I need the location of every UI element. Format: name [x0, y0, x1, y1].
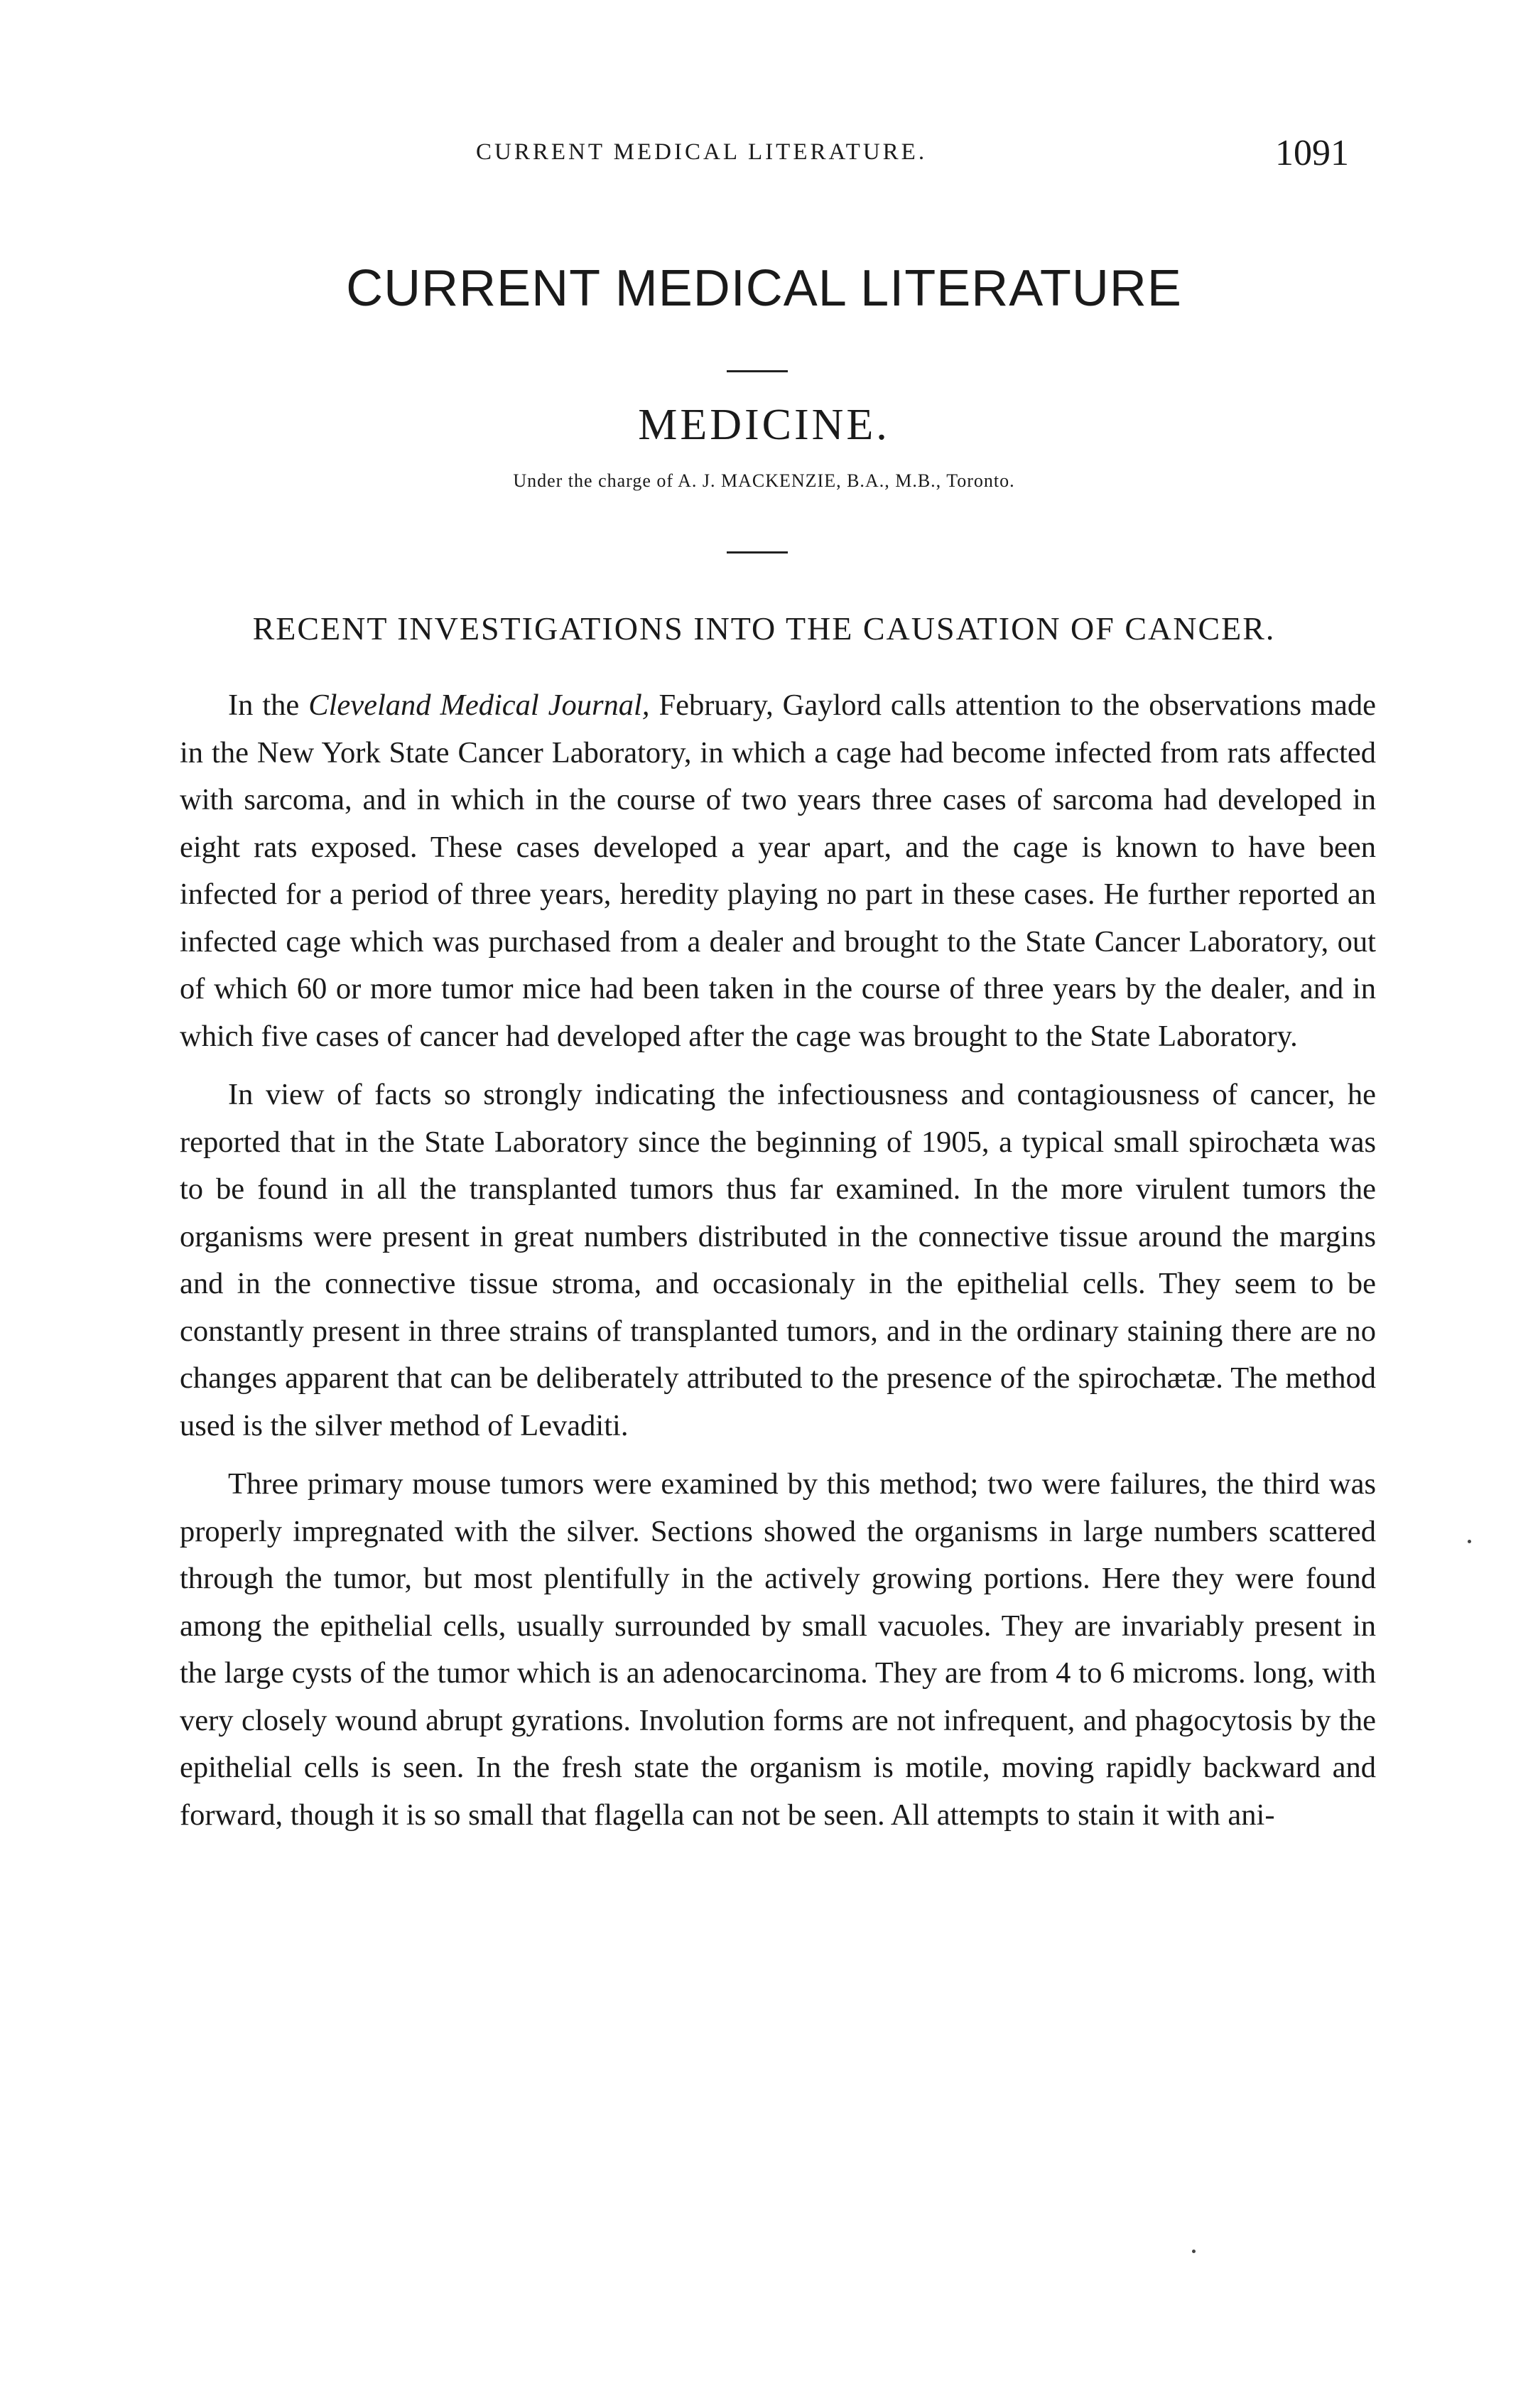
section-title: CURRENT MEDICAL LITERATURE — [346, 260, 1182, 317]
paragraph-text: February, Gaylord calls attention to the observations made in the New York State Cancer Laboratory, in which a cage had become infected from rats affected with sarcoma, and in which in the course of two years three cases of sarcoma had developed in eight rats exposed. These cases developed a year apart, and the cage is known to have been infected for a period of three years, heredity playing no part in these cases. He further reported an infected cage which was purchased from a dealer and brought to the State Cancer Laboratory, out of which 60 or more tumor mice had been taken in the course of three years by the dealer, and in which five cases of cancer had developed after the cage was brought to the State Laboratory. — [180, 689, 1377, 1053]
rule-divider — [727, 370, 788, 372]
running-head — [0, 133, 1528, 182]
paragraph: Three primary mouse tumors were examined by this method; two were failures, the third was properly impregnated with the silver. Sections showed the organisms in large numbers scattered through the tumor, but most plentifully in the actively growing portions. Here they were found among the epithelial cells, usually surrounded by small vacuoles. They are invariably present in the large cysts of the tumor which is an adenocarcinoma. They are from 4 to 6 microms. long, with very closely wound abrupt gyrations. Involution forms are not infrequent, and phagocytosis by the epithelial cells is seen. In the fresh state the organism is motile, moving rapidly backward and forward, though it is so small that flagella can not be seen. All attempts to stain it with ani- — [180, 1467, 1376, 1832]
article-body — [180, 682, 1376, 1839]
paragraph: In view of facts so strongly indicating the infectiousness and contagiousness of cancer, he reported that in the State Laboratory since the beginning of 1905, a typical small spirochæta was to be found in all the transplanted tumors thus far examined. In the more virulent tumors the organisms were present in great numbers distributed in the connective tissue around the margins and in the connective tissue stroma, and occasionaly in the epithelial cells. They seem to be constantly present in three strains of transplanted tumors, and in the ordinary staining there are no changes apparent that can be deliberately attributed to the presence of the spirochætæ. The method used is the silver method of Levaditi. — [180, 1078, 1376, 1442]
paragraph-text: In the — [228, 689, 309, 722]
article-title: RECENT INVESTIGATIONS INTO THE CAUSATION OF CANCER. — [252, 610, 1276, 647]
editor-credit: Under the charge of A. J. MACKENZIE, B.A., M.B., Toronto. — [513, 470, 1015, 491]
page-number: 1091 — [1275, 133, 1349, 173]
running-title: CURRENT MEDICAL LITERATURE. — [476, 139, 928, 165]
scan-speck — [1192, 2250, 1196, 2253]
subsection-title: MEDICINE. — [638, 401, 890, 449]
rule-divider — [727, 551, 788, 554]
journal-name: Cleveland Medical Journal, — [308, 689, 650, 722]
scan-speck — [1468, 1540, 1471, 1543]
paragraph — [180, 682, 1376, 1060]
